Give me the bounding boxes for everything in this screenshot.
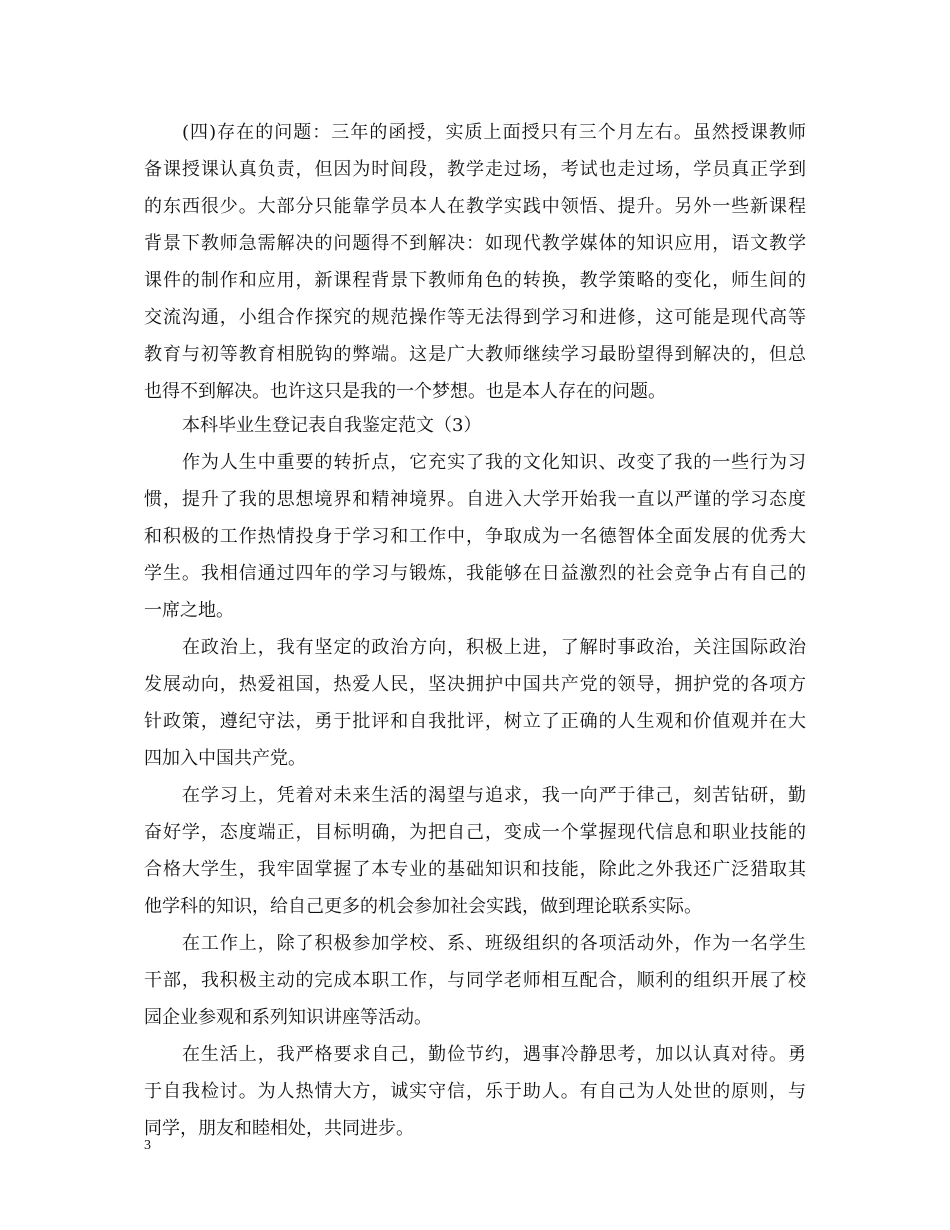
text-line: 课件的制作和应用，新课程背景下教师角色的转换，教学策略的变化，师生间的 [144,270,806,291]
text-line: 学生。我相信通过四年的学习与锻炼，我能够在日益激烈的社会竞争占有自己的 [144,563,806,584]
text-line: 园企业参观和系列知识讲座等活动。 [144,1007,432,1028]
section-heading: 本科毕业生登记表自我鉴定范文（3） [182,415,482,436]
text-line: 和积极的工作热情投身于学习和工作中，争取成为一名德智体全面发展的优秀大 [144,526,806,547]
text-line: 惯，提升了我的思想境界和精神境界。自进入大学开始我一直以严谨的学习态度 [144,489,806,510]
text-line: (四)存在的问题：三年的函授，实质上面授只有三个月左右。虽然授课教师 [182,122,806,143]
text-line: 同学，朋友和睦相处，共同进步。 [144,1118,414,1139]
text-line: 背景下教师急需解决的问题得不到解决：如现代教学媒体的知识应用，语文教学 [144,233,806,254]
text-line: 在学习上，凭着对未来生活的渴望与追求，我一向严于律己，刻苦钻研，勤 [182,785,806,806]
text-line: 的东西很少。大部分只能靠学员本人在教学实践中领悟、提升。另外一些新课程 [144,196,806,217]
text-line: 在生活上，我严格要求自己，勤俭节约，遇事冷静思考，加以认真对待。勇 [182,1044,806,1065]
text-line: 他学科的知识，给自己更多的机会参加社会实践，做到理论联系实际。 [144,896,702,917]
page-number: 3 [144,1138,151,1153]
text-line: 发展动向，热爱祖国，热爱人民，坚决拥护中国共产党的领导，拥护党的各项方 [144,674,806,695]
text-line: 作为人生中重要的转折点，它充实了我的文化知识、改变了我的一些行为习 [182,452,806,473]
text-line: 针政策，遵纪守法，勇于批评和自我批评，树立了正确的人生观和价值观并在大 [144,711,806,732]
text-line: 四加入中国共产党。 [144,748,306,769]
text-line: 在政治上，我有坚定的政治方向，积极上进，了解时事政治，关注国际政治 [182,637,806,658]
text-line: 干部，我积极主动的完成本职工作，与同学老师相互配合，顺利的组织开展了校 [144,970,806,991]
text-line: 于自我检讨。为人热情大方，诚实守信，乐于助人。有自己为人处世的原则，与 [144,1081,806,1102]
text-line: 奋好学，态度端正，目标明确，为把自己，变成一个掌握现代信息和职业技能的 [144,822,806,843]
text-line: 合格大学生，我牢固掌握了本专业的基础知识和技能，除此之外我还广泛猎取其 [144,859,806,880]
text-line: 一席之地。 [144,600,234,621]
text-line: 在工作上，除了积极参加学校、系、班级组织的各项活动外，作为一名学生 [182,933,806,954]
text-line: 备课授课认真负责，但因为时间段，教学走过场，考试也走过场，学员真正学到 [144,159,806,180]
text-line: 也得不到解决。也许这只是我的一个梦想。也是本人存在的问题。 [144,381,666,402]
text-line: 交流沟通，小组合作探究的规范操作等无法得到学习和进修，这可能是现代高等 [144,307,806,328]
text-line: 教育与初等教育相脱钩的弊端。这是广大教师继续学习最盼望得到解决的，但总 [144,344,806,365]
